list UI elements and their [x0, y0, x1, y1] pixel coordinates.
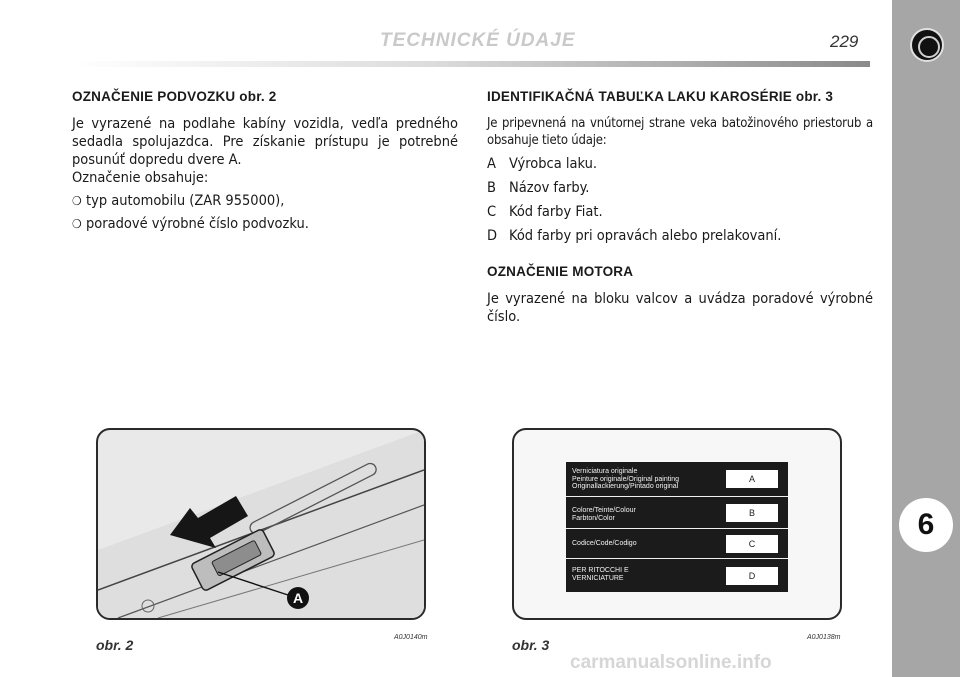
label-row — [566, 496, 788, 529]
chapter-side-tab — [892, 0, 960, 677]
page-number: 229 — [830, 32, 859, 51]
item-text: Názov farby. — [509, 180, 590, 196]
label-row — [566, 528, 788, 559]
paint-label-board — [566, 462, 788, 592]
figure-3-code: A0J0138m — [807, 634, 841, 641]
chassis-marking-paragraph: Je vyrazené na podlahe kabíny vozidla, vedľa predného sedadla spolujazdca. Pre získanie prístupu je potrebné posunúť dopredu dvere A. — [72, 116, 458, 168]
bullet-circle-icon: ❍ — [72, 217, 82, 231]
label-row-box: C — [726, 535, 778, 553]
engine-marking-heading: OZNAČENIE MOTORA — [487, 264, 634, 279]
item-text: Kód farby pri opravách alebo prelakovaní. — [509, 228, 782, 244]
chassis-marking-heading: OZNAČENIE PODVOZKU obr. 2 — [72, 89, 277, 104]
page-header-title: TECHNICKÉ ÚDAJE — [380, 30, 576, 51]
brand-logo-icon — [910, 28, 944, 62]
label-row-box: A — [726, 470, 778, 488]
item-letter: C — [487, 204, 497, 220]
bullet-text: poradové výrobné číslo podvozku. — [86, 216, 309, 232]
item-letter: A — [487, 156, 496, 172]
chapter-number-badge: 6 — [899, 498, 953, 552]
label-row-text: Colore/Teinte/Colour Farbton/Color — [572, 507, 636, 522]
label-row-text: Verniciatura originale Peinture originale/Original painting Originallackierung/Pintado original — [572, 468, 680, 490]
figure-2-code: A0J0140m — [394, 634, 428, 641]
lettered-item — [487, 227, 873, 245]
figure-chassis-marking — [96, 428, 426, 620]
label-row-box: B — [726, 504, 778, 522]
label-row — [566, 462, 788, 496]
engine-marking-paragraph: Je vyrazené na bloku valcov a uvádza poradové výrobné číslo. — [487, 291, 873, 325]
bullet-item — [72, 215, 458, 233]
left-column — [72, 88, 458, 233]
watermark: carmanualsonline.info — [570, 652, 772, 673]
item-letter: B — [487, 180, 496, 196]
callout-a-label: A — [292, 590, 304, 606]
chassis-illustration — [98, 430, 424, 618]
header-rule — [72, 61, 870, 67]
item-text: Kód farby Fiat. — [509, 204, 603, 220]
figure-2-caption: obr. 2 — [96, 637, 134, 653]
figure-paint-plate — [512, 428, 842, 620]
paint-plate-paragraph: Je pripevnená na vnútornej strane veka batožinového priestorub a obsahuje tieto údaje: — [487, 116, 873, 148]
lettered-item — [487, 179, 873, 197]
label-row-text: Codice/Code/Codigo — [572, 540, 637, 547]
bullet-item — [72, 192, 458, 210]
right-column — [487, 88, 873, 326]
item-text: Výrobca laku. — [509, 156, 597, 172]
bullet-text: typ automobilu (ZAR 955000), — [86, 193, 285, 209]
chassis-marking-subheading: Označenie obsahuje: — [72, 170, 209, 186]
figure-3-caption: obr. 3 — [512, 637, 550, 653]
label-row — [566, 558, 788, 593]
bullet-circle-icon: ❍ — [72, 194, 82, 208]
item-letter: D — [487, 228, 498, 244]
label-row-text: PER RITOCCHI E VERNICIATURE — [572, 567, 629, 582]
label-row-box: D — [726, 567, 778, 585]
lettered-item — [487, 155, 873, 173]
lettered-item — [487, 203, 873, 221]
paint-plate-heading: IDENTIFIKAČNÁ TABUĽKA LAKU KAROSÉRIE obr. 3 — [487, 89, 834, 104]
